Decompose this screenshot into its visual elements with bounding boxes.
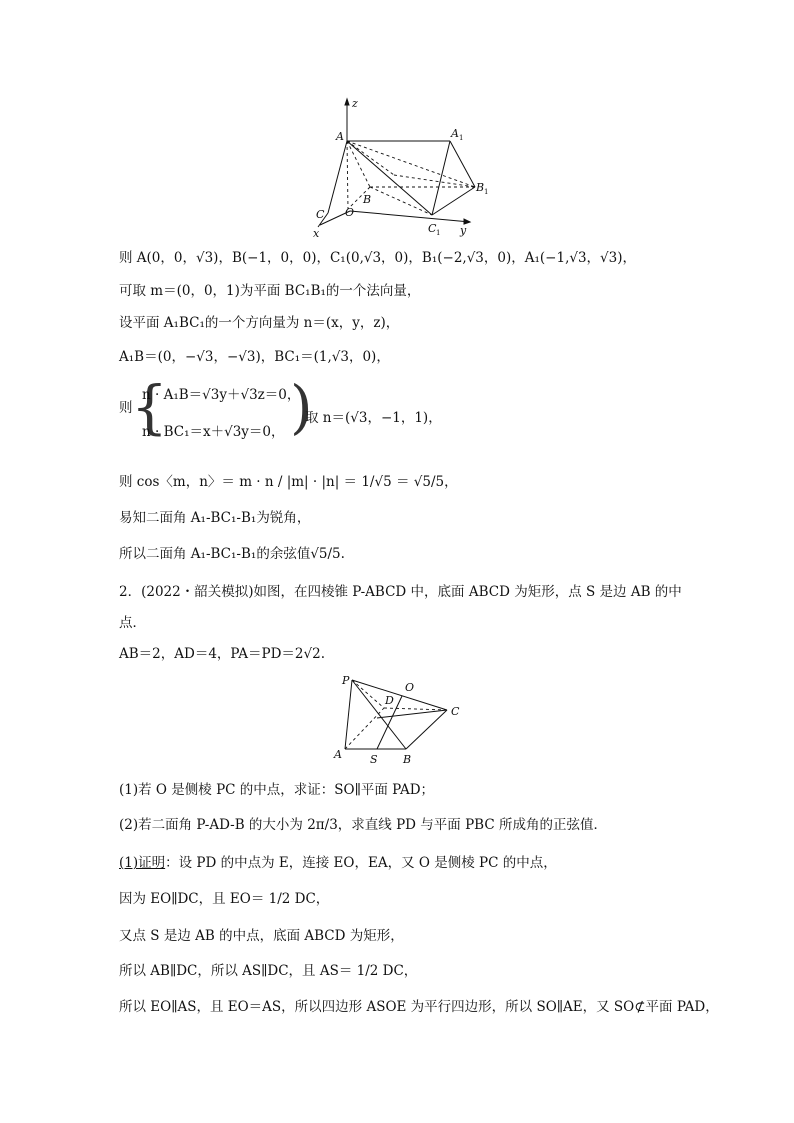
vertex-label-c1-sub: 1 — [436, 229, 441, 237]
pyr-label-o: O — [405, 681, 415, 694]
vertex-label-a1: A — [451, 127, 459, 140]
left-brace: { — [131, 373, 168, 441]
problem-2-line-3: AB＝2，AD＝4，PA＝PD＝2√2. — [119, 646, 325, 662]
pyr-label-b: B — [403, 753, 412, 766]
proof-line-4: 所以 AB∥DC，所以 AS∥DC，且 AS＝ 1/2 DC， — [119, 963, 418, 979]
system-prefix: 则 — [119, 400, 133, 416]
cosine-line: 则 cos〈m，n〉＝ m · n / |m| · |n| ＝ 1/√5 ＝ √5/5， — [119, 474, 458, 490]
system-eq-2: n · BC₁＝x＋√3y＝0， — [142, 424, 285, 440]
acute-angle-line: 易知二面角 A₁-BC₁-B₁为锐角， — [119, 510, 311, 526]
system-result: 取 n＝(√3，−1，1)， — [305, 410, 442, 426]
vertex-label-b1: B — [476, 181, 485, 194]
axis-label-x: x — [313, 227, 320, 240]
vertex-label-c: C — [316, 208, 325, 221]
pyr-label-c: C — [451, 705, 460, 718]
vertex-label-a: A — [336, 130, 344, 143]
axis-label-y: y — [460, 224, 467, 237]
vertex-label-b: B — [363, 193, 372, 206]
coords-line: 则 A(0，0，√3)，B(−1，0，0)，C₁(0,√3，0)，B₁(−2,√3，0)，A₁(−1,√3，√3)， — [119, 250, 637, 266]
pyr-label-p: P — [342, 674, 350, 687]
normal-n-line: 设平面 A₁BC₁的一个方向量为 n＝(x，y，z)， — [119, 315, 400, 331]
right-brace: ) — [290, 373, 313, 441]
vertex-label-c1: C — [428, 222, 437, 235]
axis-label-z: z — [352, 97, 358, 110]
question-1: (1)若 O 是侧棱 PC 的中点，求证：SO∥平面 PAD； — [119, 782, 435, 798]
proof-line-1-text: ：设 PD 的中点为 E，连接 EO，EA，又 O 是侧棱 PC 的中点， — [165, 855, 557, 871]
problem-2-line-1: 2．(2022・韶关模拟)如图，在四棱锥 P-ABCD 中，底面 ABCD 为矩形，点 S 是边 AB 的中 — [119, 584, 682, 600]
vertex-label-o: O — [345, 206, 355, 219]
pyr-label-s: S — [370, 753, 378, 766]
system-eq-1: n · A₁B＝√3y＋√3z＝0， — [142, 387, 301, 403]
question-2: (2)若二面角 P-AD-B 的大小为 2π/3，求直线 PD 与平面 PBC 所成角的正弦值． — [119, 817, 607, 833]
pyramid-figure — [330, 672, 470, 772]
proof-tag: (1)证明 — [119, 855, 166, 871]
proof-line-5: 所以 EO∥AS，且 EO＝AS，所以四边形 ASOE 为平行四边形，所以 SO∥AE，又 SO⊄平面 PAD， — [119, 999, 719, 1015]
pyr-label-a: A — [334, 748, 342, 761]
pyr-label-d: D — [385, 694, 394, 707]
problem-2-line-2: 点． — [119, 615, 146, 631]
vertex-label-a1-sub: 1 — [459, 134, 464, 142]
proof-line-3: 又点 S 是边 AB 的中点，底面 ABCD 为矩形， — [119, 928, 404, 944]
vectors-line: A₁B＝(0，−√3，−√3)，BC₁＝(1,√3，0)， — [119, 349, 390, 365]
prism-figure — [310, 95, 490, 240]
normal-m-line: 可取 m＝(0，0，1)为平面 BC₁B₁的一个法向量， — [119, 283, 421, 299]
cosine-answer-line: 所以二面角 A₁-BC₁-B₁的余弦值√5/5. — [119, 546, 345, 562]
proof-line-2: 因为 EO∥DC，且 EO＝ 1/2 DC， — [119, 891, 330, 907]
proof-line-1 — [119, 853, 557, 873]
vertex-label-b1-sub: 1 — [484, 188, 489, 196]
